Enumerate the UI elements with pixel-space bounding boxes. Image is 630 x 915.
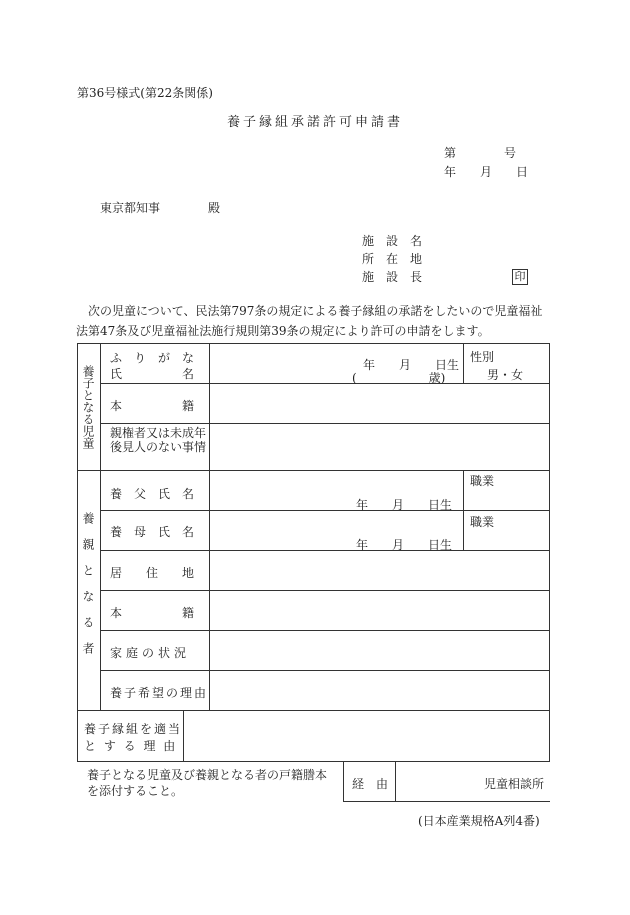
child-domicile-label: 本 籍 (110, 399, 195, 413)
father-birth-label: 年 月 日生 (356, 498, 453, 512)
adoption-reason-line-2: と す る 理 由 (84, 739, 178, 753)
parent-domicile-label: 本 籍 (110, 606, 195, 620)
mother-occupation-label: 職業 (470, 515, 495, 529)
father-name-label: 養 父 氏 名 (110, 487, 195, 501)
mother-name-label: 養 母 氏 名 (110, 525, 195, 539)
residence-label: 居 住 地 (110, 566, 195, 580)
child-section-heading: 養子となる児童 (81, 364, 95, 449)
gender-options: 男・女 (487, 368, 524, 382)
document-date: 年 月 日 (444, 165, 529, 179)
furigana-label: ふ り が な (110, 351, 195, 365)
seal-mark: 印 (512, 269, 528, 285)
application-statement (76, 301, 558, 341)
statement-line-1: 次の児童について、民法第797条の規定による養子縁組の承諾をしたいので児童福祉 (88, 304, 543, 318)
paper-standard: (日本産業規格A列4番) (418, 814, 540, 828)
addressee: 東京都知事 殿 (100, 201, 221, 215)
parent-section-heading: 養親となる者 (81, 512, 95, 668)
mother-birth-label: 年 月 日生 (356, 538, 453, 552)
child-name-label: 氏 名 (110, 367, 195, 381)
attachment-note: 養子となる児童及び養親となる者の戸籍謄本を添付すること。 (87, 768, 328, 798)
child-birth-label: 年 月 日生 (363, 358, 460, 372)
adoption-wish-reason-label: 養子希望の理由 (110, 686, 209, 700)
facility-address-label: 所 在 地 (362, 252, 423, 266)
facility-head-label: 施 設 長 (362, 270, 423, 284)
document-title: 養子縁組承諾許可申請書 (226, 115, 403, 130)
via-label: 経 由 (352, 777, 389, 791)
child-age-label: ( 歳) (352, 371, 446, 385)
gender-heading: 性別 (470, 350, 495, 364)
father-occupation-label: 職業 (470, 474, 495, 488)
facility-name-label: 施 設 名 (362, 234, 423, 248)
adoption-reason-line-1: 養子縁組を適当 (84, 722, 183, 736)
family-status-label: 家庭の状況 (110, 646, 191, 660)
document-number: 第 号 (444, 146, 517, 160)
statement-line-2: 法第47条及び児童福祉法施行規則第39条の規定により許可の申請をします。 (76, 324, 490, 338)
no-guardian-label: 親権者又は未成年後見人のない事情 (110, 426, 207, 454)
form-number: 第36号様式(第22条関係) (77, 86, 213, 100)
via-value: 児童相談所 (484, 777, 545, 791)
